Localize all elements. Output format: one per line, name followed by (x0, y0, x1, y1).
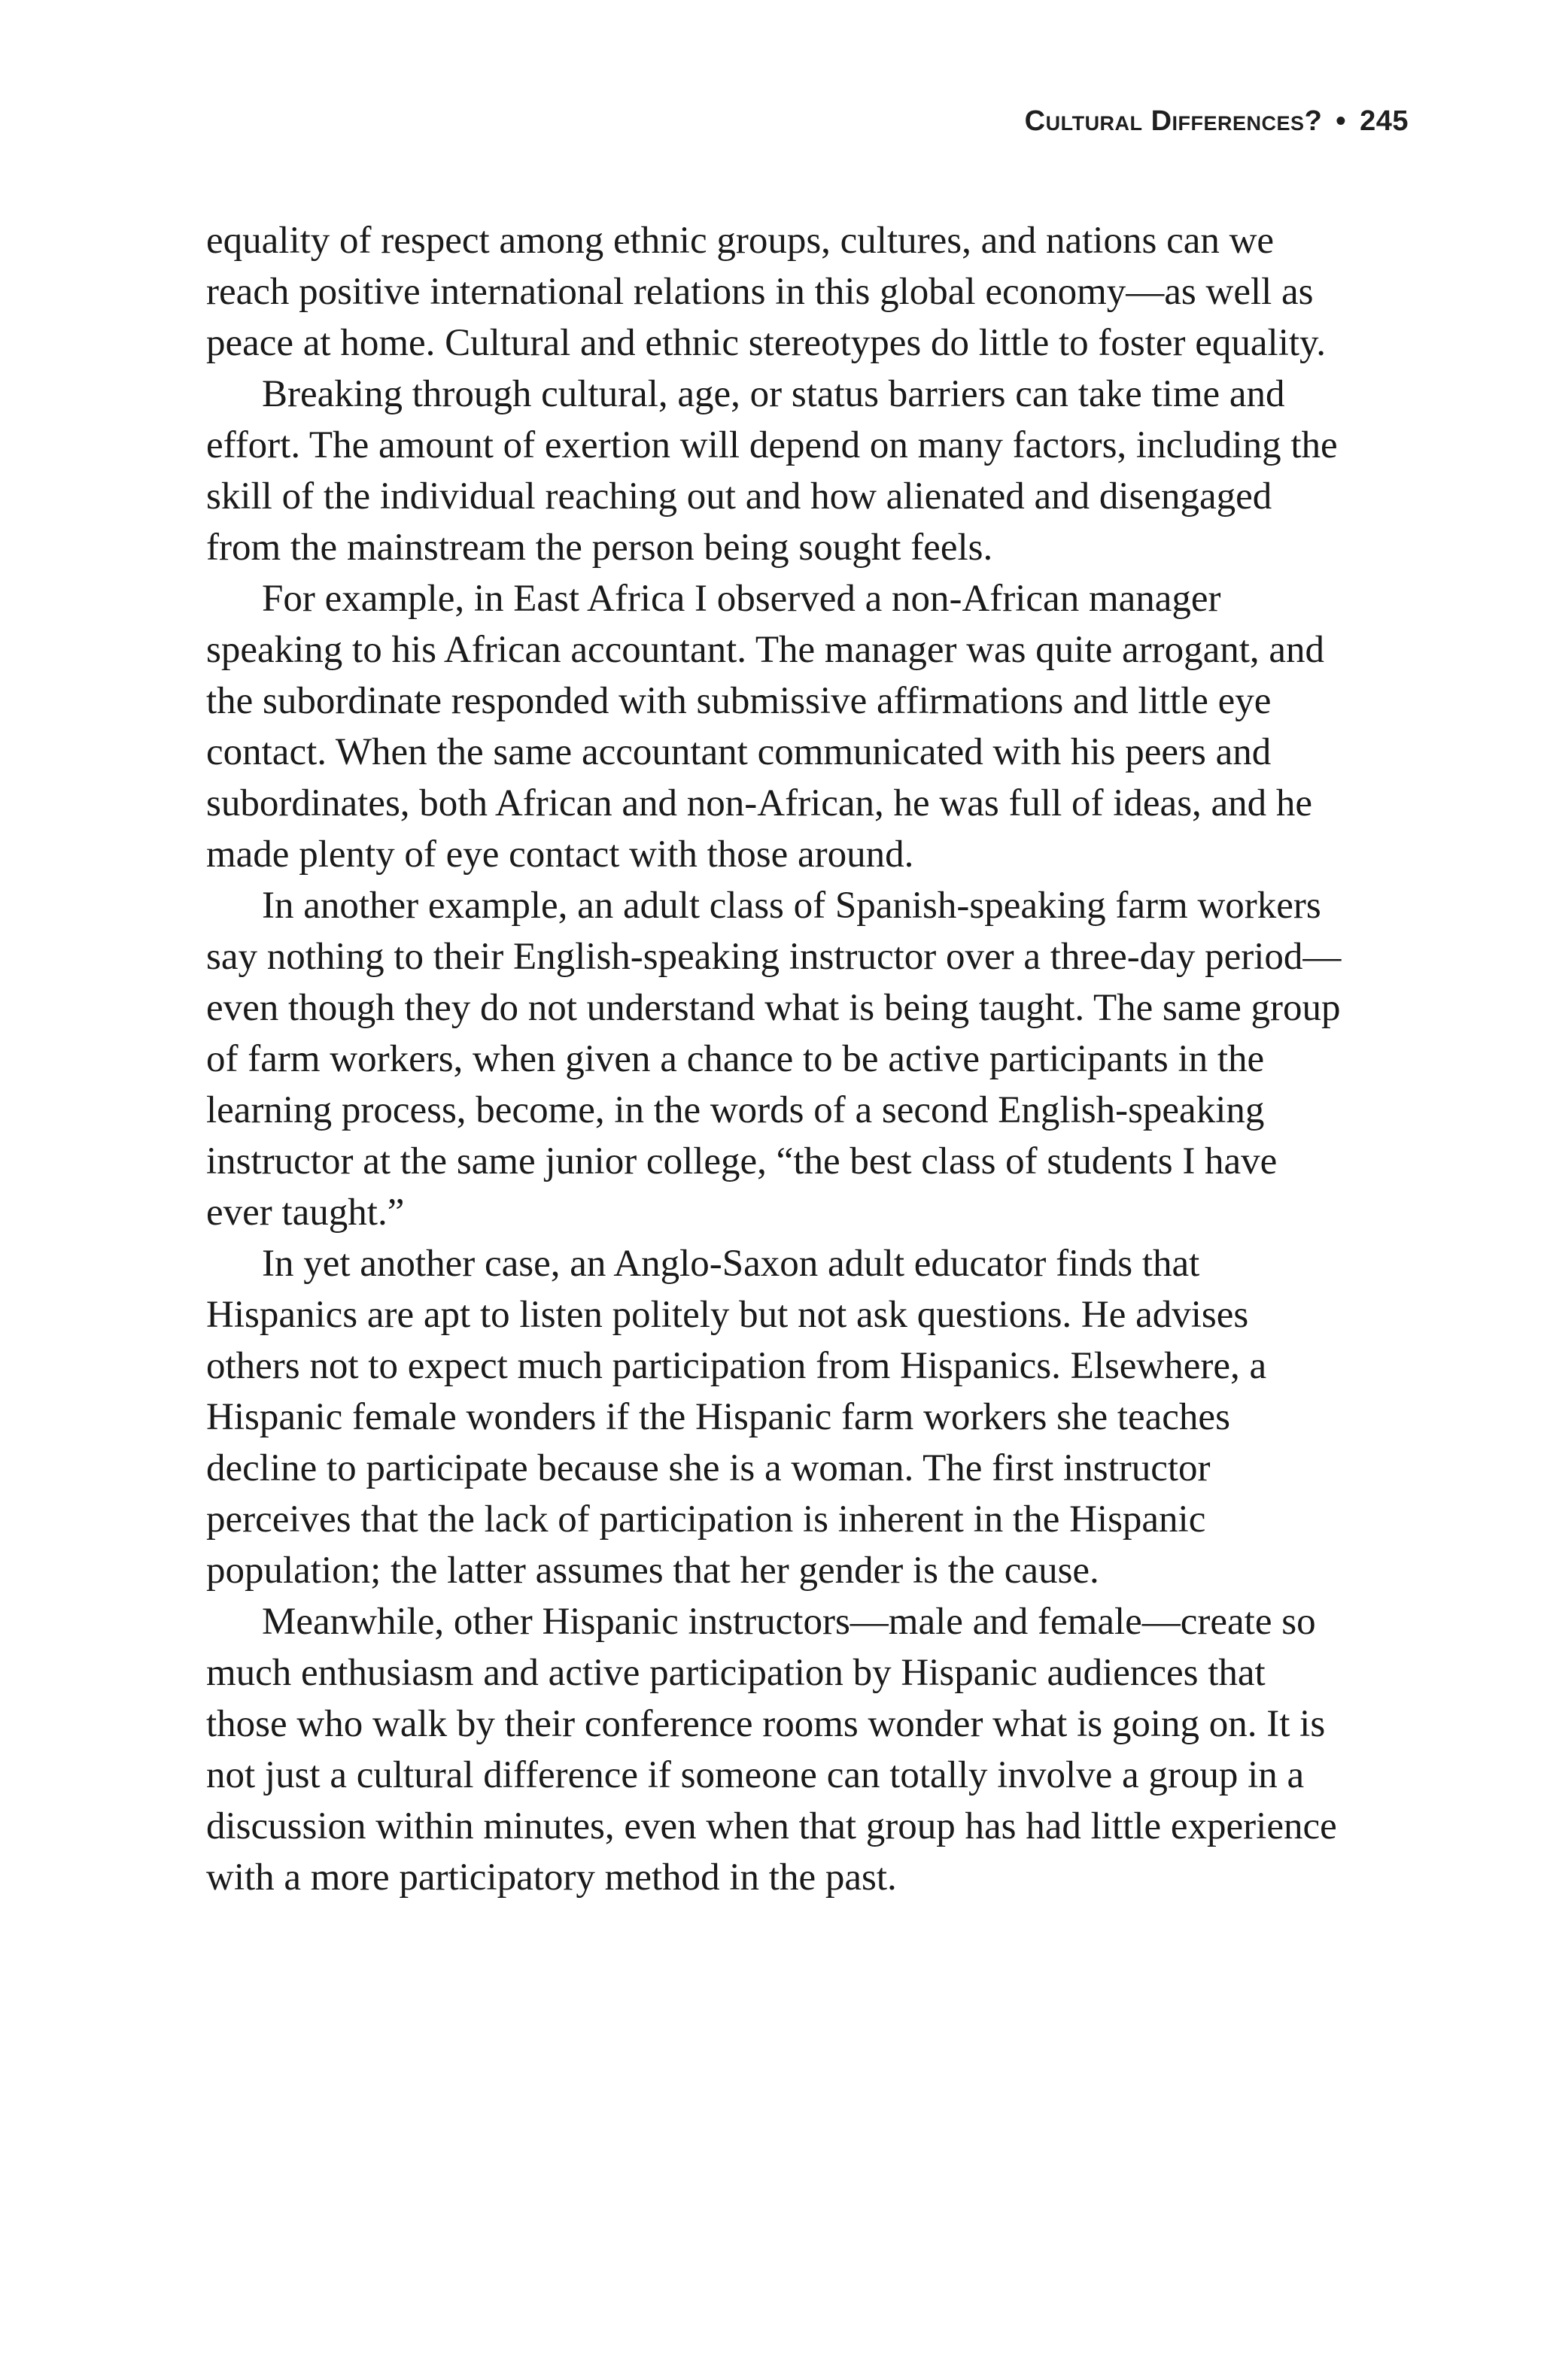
body-text (206, 215, 1350, 1903)
running-head-title: Cultural Differences? (1024, 105, 1323, 137)
paragraph-hispanic-instructors: Meanwhile, other Hispanic instructors—male and female—create so much enthusiasm and active participation by Hispanic audiences that those who walk by their conference rooms wonder what is going on. It is not just a cultural difference if someone can totally involve a group in a discussion within minutes, even when that group has had little experience with a more participatory method in the past. (206, 1601, 1337, 1899)
page-number: 245 (1360, 105, 1409, 137)
paragraph-adult-educator-case: In yet another case, an Anglo-Saxon adult educator finds that Hispanics are apt to listen politely but not ask questions. He advises others not to expect much participation from Hispanics. Elsewhere, a Hispanic female wonders if the Hispanic farm workers she teaches decline to participate because she is a woman. The first instructor perceives that the lack of participation is inherent in the Hispanic population; the latter assumes that her gender is the cause. (206, 1243, 1267, 1592)
paragraph-farm-workers-example: In another example, an adult class of Spanish-speaking farm workers say nothing to their English-speaking instructor over a three-day period—even though they do not understand what is being taught. The same group of farm workers, when given a chance to be active participants in the learning process, become, in the words of a second English-speaking instructor at the same junior college, “the best class of students I have ever taught.” (206, 885, 1342, 1234)
running-head (1025, 105, 1409, 138)
paragraph-continued: equality of respect among ethnic groups, cultures, and nations can we reach positive international relations in this global economy—as well as peace at home. Cultural and ethnic stereotypes do little to foster equality. (206, 220, 1326, 364)
paragraph-barriers: Breaking through cultural, age, or status barriers can take time and effort. The amount of exertion will depend on many factors, including the skill of the individual reaching out and how alienated and disengaged from the mainstream the person being sought feels. (206, 373, 1338, 569)
running-head-separator: • (1336, 105, 1347, 137)
paragraph-east-africa-example: For example, in East Africa I observed a non-African manager speaking to his African accountant. The manager was quite arrogant, and the subordinate responded with submissive affirmations and little eye contact. When the same accountant communicated with his peers and subordinates, both African and non-African, he was full of ideas, and he made plenty of eye contact with those around. (206, 578, 1325, 876)
